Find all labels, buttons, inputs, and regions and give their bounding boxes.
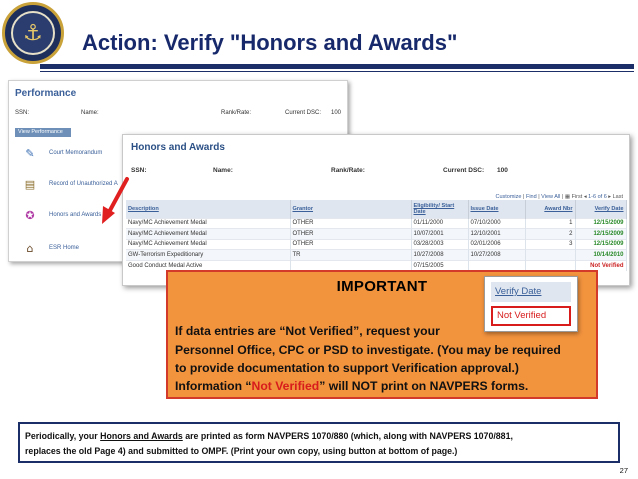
cell-award-nbr: 2 (525, 229, 575, 240)
grid-toolbar: Customize | Find | View All | ▦ First ◂ 1-6 of 6 ▸ Last (495, 194, 623, 200)
honors-awards-panel (122, 134, 630, 286)
awards-table (126, 200, 627, 271)
not-verified-highlight: Not Verified (251, 379, 320, 393)
customize-link[interactable]: Customize (495, 194, 522, 200)
next-arrow-icon[interactable]: ▸ (608, 194, 612, 200)
perf-item-label: Court Memorandum (49, 150, 103, 156)
col-award-nbr[interactable]: Award Nbr (525, 200, 575, 218)
perf-item-label: ESR Home (49, 245, 80, 251)
col-grantor[interactable]: Grantor (290, 200, 411, 218)
anchor-icon: ⚓ (11, 11, 55, 55)
title-divider-thin (40, 71, 634, 72)
cell-description: GW-Terrorism Expeditionary (126, 250, 290, 261)
note-line-1: are printed as form NAVPERS 1070/880 (which, along with NAVPERS 1070/881, (182, 431, 513, 441)
cell-description: Navy/MC Achievement Medal (126, 239, 290, 250)
last-link[interactable]: Last (612, 194, 623, 200)
honors-awards-title: Honors and Awards (131, 142, 225, 153)
name-label: Name: (213, 167, 233, 174)
cell-description: Navy/MC Achievement Medal (126, 218, 290, 229)
first-link[interactable]: First (571, 194, 583, 200)
col-issue-date[interactable]: Issue Date (468, 200, 525, 218)
dsc-label: Current DSC: (285, 110, 322, 116)
cell-verify-date: 12/15/2009 (575, 218, 626, 229)
verify-date-callout (484, 276, 578, 332)
perf-item-label: Honors and Awards (49, 212, 102, 218)
col-eligibility-start-date[interactable]: Eligibility/ Start Date (411, 200, 468, 218)
rank-label: Rank/Rate: (221, 110, 252, 116)
rank-label: Rank/Rate: (331, 167, 365, 174)
slide-title: Action: Verify "Honors and Awards" (82, 30, 458, 55)
cell-issue-date: 02/01/2006 (468, 239, 525, 250)
cell-start-date: 01/11/2000 (411, 218, 468, 229)
important-line-2: Personnel Office, CPC or PSD to investigate. (You may be required (175, 343, 561, 357)
document-icon: ▤ (24, 177, 36, 191)
performance-title: Performance (15, 88, 77, 99)
important-line-4-suffix: ” will NOT print on NAVPERS forms. (319, 379, 529, 393)
pen-paper-icon: ✎ (25, 146, 35, 160)
important-line-3: to provide documentation to support Verification approval.) (175, 361, 519, 375)
print-note (18, 422, 620, 463)
table-row (126, 229, 626, 240)
prev-arrow-icon[interactable]: ◂ (583, 194, 587, 200)
cell-grantor: OTHER (290, 218, 411, 229)
range-text: 1-6 of 6 (588, 194, 607, 200)
table-row (126, 218, 626, 229)
ssn-label: SSN: (15, 110, 30, 116)
cell-verify-date: 12/15/2009 (575, 229, 626, 240)
ssn-label: SSN: (131, 167, 147, 174)
cell-award-nbr: 1 (525, 218, 575, 229)
cell-verify-date-not-verified: Not Verified (575, 260, 626, 271)
cell-grantor: OTHER (290, 239, 411, 250)
cell-award-nbr: 3 (525, 239, 575, 250)
col-description[interactable]: Description (126, 200, 290, 218)
important-line-4-prefix: Information “ (175, 379, 252, 393)
red-pointer-arrow (100, 176, 130, 226)
navy-seal-logo (2, 2, 64, 64)
table-row (126, 239, 626, 250)
important-line-4 (175, 378, 528, 395)
cell-grantor: OTHER (290, 229, 411, 240)
important-title: IMPORTANT (336, 278, 428, 295)
important-line-1: If data entries are “Not Verified”, request your (175, 324, 440, 338)
note-prefix: Periodically, your (25, 431, 101, 441)
grid-icon[interactable]: ▦ (564, 194, 571, 200)
perf-item-honors-awards[interactable] (21, 208, 101, 222)
cell-grantor: TR (290, 250, 411, 261)
view-performance-button[interactable]: View Performance (15, 128, 71, 137)
home-icon: ⌂ (26, 241, 34, 255)
cell-issue-date: 07/10/2000 (468, 218, 525, 229)
dsc-value: 100 (331, 110, 342, 116)
name-label: Name: (81, 110, 99, 116)
honors-awards-link: Honors and Awards (100, 431, 183, 441)
cell-issue-date: 10/27/2008 (468, 250, 525, 261)
cell-description: Navy/MC Achievement Medal (126, 229, 290, 240)
cell-award-nbr (525, 250, 575, 261)
perf-item-court-memorandum[interactable] (21, 146, 102, 160)
cell-start-date: 03/28/2003 (411, 239, 468, 250)
cell-start-date: 10/27/2008 (411, 250, 468, 261)
cell-start-date: 10/07/2001 (411, 229, 468, 240)
medal-icon: ✪ (25, 208, 35, 222)
title-divider (40, 64, 634, 69)
not-verified-value: Not Verified (491, 306, 571, 326)
find-link[interactable]: Find (525, 194, 537, 200)
cell-issue-date: 12/10/2001 (468, 229, 525, 240)
table-row (126, 250, 626, 261)
cell-description: Good Conduct Medal Active (126, 260, 290, 271)
dsc-value: 100 (497, 167, 508, 174)
table-header-row (126, 200, 626, 218)
cell-start-date: 07/15/2005 (411, 260, 468, 271)
perf-item-esr-home[interactable] (21, 241, 79, 255)
perf-item-label: Record of Unauthorized A (49, 181, 118, 187)
note-line-2: replaces the old Page 4) and submitted to OMPF. (Print your own copy, using button at bottom of page.) (25, 445, 458, 456)
page-number: 27 (619, 466, 628, 475)
cell-verify-date: 12/15/2009 (575, 239, 626, 250)
view-all-link[interactable]: View All (541, 194, 561, 200)
verify-date-header: Verify Date (491, 282, 571, 302)
col-verify-date[interactable]: Verify Date (575, 200, 626, 218)
cell-verify-date: 10/14/2010 (575, 250, 626, 261)
dsc-label: Current DSC: (443, 167, 485, 174)
